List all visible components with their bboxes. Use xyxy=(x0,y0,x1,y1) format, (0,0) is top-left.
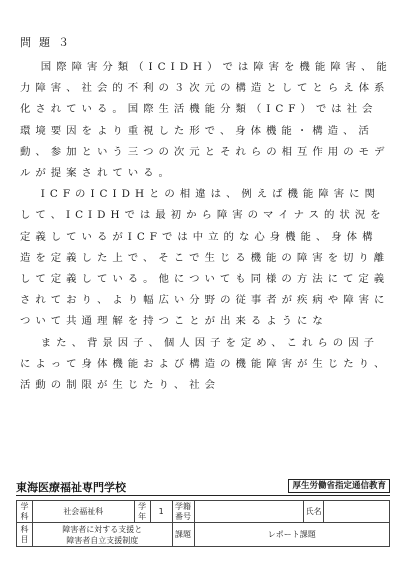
task-label: 課題 xyxy=(172,523,194,547)
subject-label: 科目 xyxy=(17,523,33,547)
problem-heading: 問題３ xyxy=(20,36,77,49)
student-id-value xyxy=(194,501,304,523)
name-value xyxy=(324,501,390,523)
subject-value-line-1: 障害者に対する支援と xyxy=(62,524,143,534)
ministry-badge: 厚生労働省指定通信教育 xyxy=(288,479,390,493)
report-body xyxy=(20,57,392,396)
task-value: レポート課題 xyxy=(194,523,389,547)
footer-bar xyxy=(16,479,390,496)
paragraph-2: ICFのICIDHとの相違は、例えば機能障害に関して、ICIDHでは最初から障害のマイナス的状況を定義しているがICFでは中立的な心身機能、身体構造を定義した上で、そこで生じる機能の障害を切り離して定義している。他についても同様の方法にて定義されており、より幅広い分野の従事者が疾病や障害について共通理解を持つことが出来るようにな xyxy=(20,188,390,328)
dept-label: 学科 xyxy=(17,501,33,523)
subject-value xyxy=(32,523,172,547)
paragraph-3: また、背景因子、個人因子を定め、これらの因子によって身体機能および構造の機能障害が生じたり、活動の制限が生じたり、社会 xyxy=(20,336,390,392)
paragraph-1: 国際障害分類（ICIDH）では障害を機能障害、能力障害、社会的不利の３次元の構造としてとらえ体系化されている。国際生活機能分類（ICF）では社会環境要因をより重視した形で、身体機能・構造、活動、参加という三つの次元とそれらの相互作用のモデルが提案されている。 xyxy=(20,61,392,180)
school-name: 東海医療福祉専門学校 xyxy=(16,481,126,494)
dept-value: 社会福祉科 xyxy=(32,501,134,523)
year-label: 学年 xyxy=(134,501,150,523)
subject-value-line-2: 障害者自立支援制度 xyxy=(66,535,139,545)
year-value: 1 xyxy=(150,501,172,523)
name-label: 氏名 xyxy=(304,501,324,523)
student-info-table xyxy=(16,500,390,547)
student-id-label: 学籍番号 xyxy=(172,501,194,523)
